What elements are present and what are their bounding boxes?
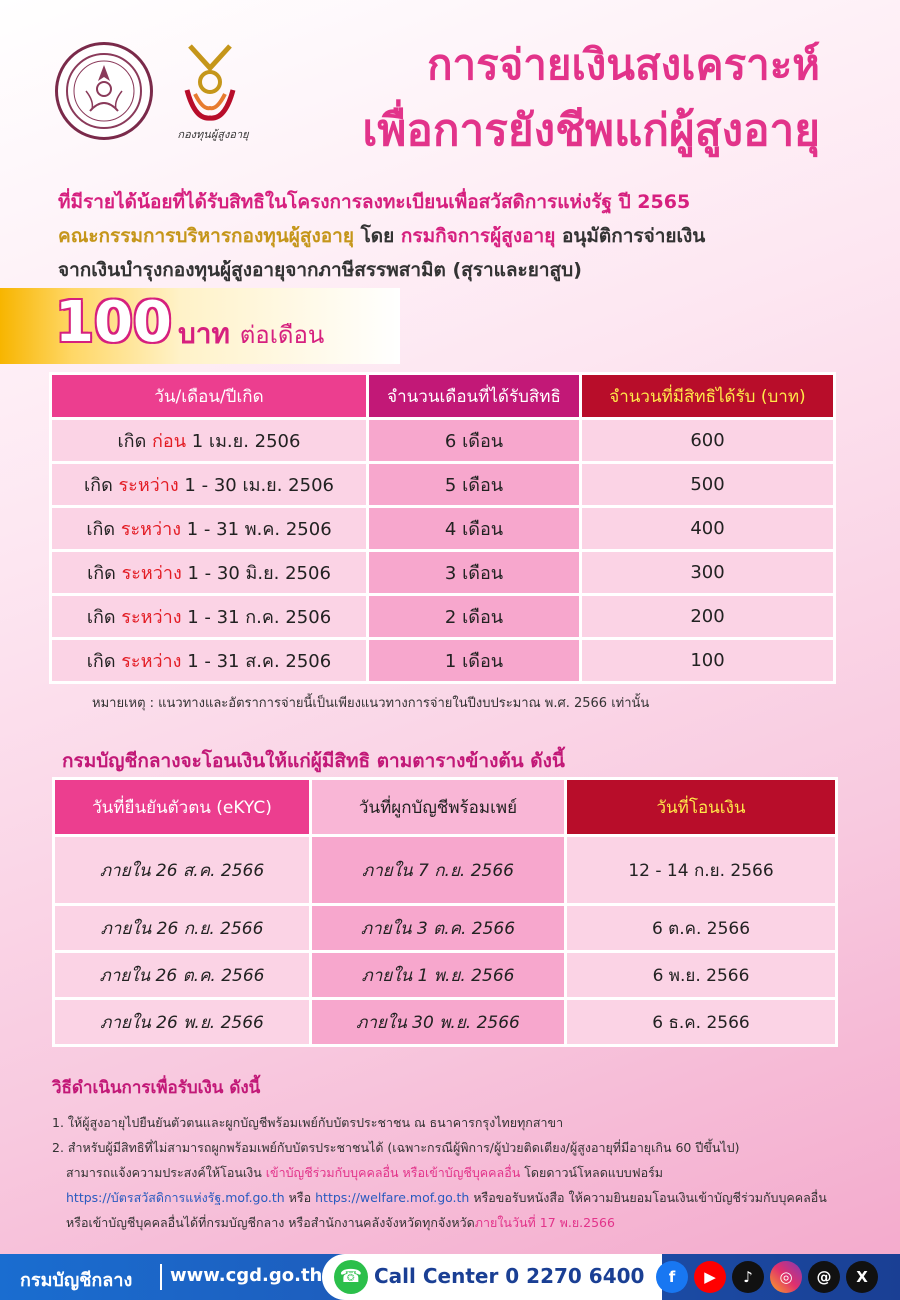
table-row <box>52 464 833 505</box>
intro-text <box>58 185 848 287</box>
amount-cell: 200 <box>582 596 833 637</box>
amount-currency: บาท <box>178 317 230 350</box>
cell-prefix: เกิด <box>86 651 122 672</box>
cell-keyword: ระหว่าง <box>118 475 179 496</box>
call-center-text: Call Center 0 2270 6400 <box>374 1264 645 1288</box>
ekyc-cell: ภายใน 26 ก.ย. 2566 <box>55 906 309 950</box>
header-promptpay-date: วันที่ผูกบัญชีพร้อมเพย์ <box>312 780 564 834</box>
page-title-line2: เพื่อการยังชีพแก่ผู้สูงอายุ <box>362 105 820 156</box>
header-amount: จำนวนที่มีสิทธิได้รับ (บาท) <box>582 375 833 417</box>
amount-cell: 600 <box>582 420 833 461</box>
footer-divider <box>160 1264 162 1290</box>
table-row <box>52 640 833 681</box>
cell-date: 1 - 31 ก.ค. 2506 <box>181 607 332 628</box>
months-cell: 2 เดือน <box>369 596 579 637</box>
table-row <box>55 953 835 997</box>
birthdate-cell <box>52 464 366 505</box>
cell-date: 1 - 31 พ.ค. 2506 <box>181 519 332 540</box>
ministry-seal-icon <box>55 42 153 140</box>
tiktok-icon[interactable]: ♪ <box>732 1261 764 1293</box>
months-cell: 5 เดือน <box>369 464 579 505</box>
cell-keyword: ระหว่าง <box>121 563 182 584</box>
welfare-thai-link[interactable]: https://บัตรสวัสดิการแห่งรัฐ.mof.go.th <box>66 1190 285 1205</box>
birthdate-cell <box>52 596 366 637</box>
months-cell: 4 เดือน <box>369 508 579 549</box>
cell-date: 1 - 30 มิ.ย. 2506 <box>181 563 331 584</box>
cell-prefix: เกิด <box>86 607 122 628</box>
cell-keyword: ก่อน <box>152 431 187 452</box>
table-row <box>52 596 833 637</box>
intro-line2 <box>58 219 848 253</box>
youtube-icon[interactable]: ▶ <box>694 1261 726 1293</box>
intro-department: กรมกิจการผู้สูงอายุ <box>400 225 556 247</box>
steps-heading: วิธีดำเนินการเพื่อรับเงิน ดังนี้ <box>52 1078 261 1098</box>
transfer-cell: 12 - 14 ก.ย. 2566 <box>567 837 835 903</box>
threads-icon[interactable]: @ <box>808 1261 840 1293</box>
x-icon[interactable]: X <box>846 1261 878 1293</box>
table-row <box>55 837 835 903</box>
intro-line3: จากเงินบำรุงกองทุนผู้สูงอายุจากภาษีสรรพสามิต (สุราและยาสูบ) <box>58 259 582 281</box>
header <box>0 0 900 175</box>
transfer-heading: กรมบัญชีกลางจะโอนเงินให้แก่ผู้มีสิทธิ ตามตารางข้างต้น ดังนี้ <box>62 750 565 772</box>
step-item-2-line3 <box>52 1185 872 1210</box>
ekyc-cell: ภายใน 26 ต.ค. 2566 <box>55 953 309 997</box>
ekyc-cell: ภายใน 26 ส.ค. 2566 <box>55 837 309 903</box>
intro-line1: ที่มีรายได้น้อยที่ได้รับสิทธิในโครงการลงทะเบียนเพื่อสวัสดิการแห่งรัฐ ปี 2565 <box>58 191 691 213</box>
amount-cell: 300 <box>582 552 833 593</box>
step-item-2-line2 <box>52 1160 872 1185</box>
header-birthdate: วัน/เดือน/ปีเกิด <box>52 375 366 417</box>
footer-department: กรมบัญชีกลาง <box>20 1270 133 1291</box>
cell-date: 1 เม.ย. 2506 <box>186 431 301 452</box>
months-cell: 1 เดือน <box>369 640 579 681</box>
step-item-1: 1. ให้ผู้สูงอายุไปยืนยันตัวตนและผูกบัญชีพร้อมเพย์กับบัตรประชาชน ณ ธนาคารกรุงไทยทุกสาขา <box>52 1115 564 1130</box>
welfare-mof-link[interactable]: https://welfare.mof.go.th <box>315 1190 470 1205</box>
table-header-row <box>55 780 835 834</box>
cell-prefix: เกิด <box>87 563 122 584</box>
step-text: หรือขอรับหนังสือ ให้ความยินยอมโอนเงินเข้าบัญชีร่วมกับบุคคลอื่น <box>469 1190 827 1205</box>
promptpay-cell: ภายใน 30 พ.ย. 2566 <box>312 1000 564 1044</box>
footer-website-link[interactable]: www.cgd.go.th <box>170 1265 323 1286</box>
amount-cell: 400 <box>582 508 833 549</box>
transfer-cell: 6 พ.ย. 2566 <box>567 953 835 997</box>
step-highlight: เข้าบัญชีร่วมกับบุคคลอื่น หรือเข้าบัญชีบุคคลอื่น <box>265 1165 521 1180</box>
birthdate-cell <box>52 640 366 681</box>
fund-logo-text: กองทุนผู้สูงอายุ <box>177 128 249 141</box>
step-text: โดยดาวน์โหลดแบบฟอร์ม <box>520 1165 664 1180</box>
footer <box>0 1254 900 1300</box>
cell-prefix: เกิด <box>86 519 121 540</box>
cell-prefix: เกิด <box>84 475 119 496</box>
step-text: สามารถแจ้งความประสงค์ให้โอนเงิน <box>66 1165 266 1180</box>
birthdate-cell <box>52 552 366 593</box>
birthdate-cell <box>52 420 366 461</box>
promptpay-cell: ภายใน 7 ก.ย. 2566 <box>312 837 564 903</box>
step-text: หรือเข้าบัญชีบุคคลอื่นได้ที่กรมบัญชีกลาง หรือสำนักงานคลังจังหวัดทุกจังหวัด <box>66 1215 475 1230</box>
cell-date: 1 - 30 เม.ย. 2506 <box>178 475 334 496</box>
ekyc-cell: ภายใน 26 พ.ย. 2566 <box>55 1000 309 1044</box>
page-title-line1: การจ่ายเงินสงเคราะห์ <box>427 40 820 89</box>
facebook-icon[interactable]: f <box>656 1261 688 1293</box>
header-ekyc-date: วันที่ยืนยันตัวตน (eKYC) <box>55 780 309 834</box>
amount-number: 100 <box>55 290 172 355</box>
intro-approve: อนุมัติการจ่ายเงิน <box>555 225 706 247</box>
cell-keyword: ระหว่าง <box>121 651 182 672</box>
amount-per-month: ต่อเดือน <box>239 321 325 349</box>
step-item-2-line1: 2. สำหรับผู้มีสิทธิที่ไม่สามารถผูกพร้อมเพย์กับบัตรประชาชนได้ (เฉพาะกรณีผู้พิการ/ผู้ป่วยติดเตียง/ผู้สูงอายุที่มีอายุเกิน 60 ปีขึ้นไป) <box>52 1140 740 1155</box>
phone-icon[interactable]: ☎ <box>334 1260 368 1294</box>
transfer-schedule-table <box>52 777 838 1047</box>
header-transfer-date: วันที่โอนเงิน <box>567 780 835 834</box>
step-text: หรือ <box>284 1190 316 1205</box>
intro-committee: คณะกรรมการบริหารกองทุนผู้สูงอายุ <box>58 225 354 247</box>
birthdate-cell <box>52 508 366 549</box>
transfer-cell: 6 ต.ค. 2566 <box>567 906 835 950</box>
table-row <box>52 508 833 549</box>
amount-unit <box>178 312 324 356</box>
transfer-cell: 6 ธ.ค. 2566 <box>567 1000 835 1044</box>
table-row <box>55 906 835 950</box>
intro-by: โดย <box>353 225 401 247</box>
cell-keyword: ระหว่าง <box>120 519 182 540</box>
step-item-2-line4 <box>52 1210 872 1235</box>
cell-prefix: เกิด <box>117 431 152 452</box>
cell-date: 1 - 31 ส.ค. 2506 <box>181 651 332 672</box>
amount-cell: 100 <box>582 640 833 681</box>
amount-cell: 500 <box>582 464 833 505</box>
months-cell: 6 เดือน <box>369 420 579 461</box>
step-deadline: ภายในวันที่ 17 พ.ย.2566 <box>474 1215 615 1230</box>
table-note: หมายเหตุ : แนวทางและอัตราการจ่ายนี้เป็นเพียงแนวทางการจ่ายในปีงบประมาณ พ.ศ. 2566 เท่านั้น <box>92 696 650 711</box>
months-cell: 3 เดือน <box>369 552 579 593</box>
eligibility-table <box>49 372 836 684</box>
cell-keyword: ระหว่าง <box>121 607 182 628</box>
header-months: จำนวนเดือนที่ได้รับสิทธิ <box>369 375 579 417</box>
promptpay-cell: ภายใน 3 ต.ค. 2566 <box>312 906 564 950</box>
instagram-icon[interactable]: ◎ <box>770 1261 802 1293</box>
table-row <box>52 552 833 593</box>
table-row <box>55 1000 835 1044</box>
table-row <box>52 420 833 461</box>
promptpay-cell: ภายใน 1 พ.ย. 2566 <box>312 953 564 997</box>
table-header-row <box>52 375 833 417</box>
steps-list <box>52 1110 872 1235</box>
